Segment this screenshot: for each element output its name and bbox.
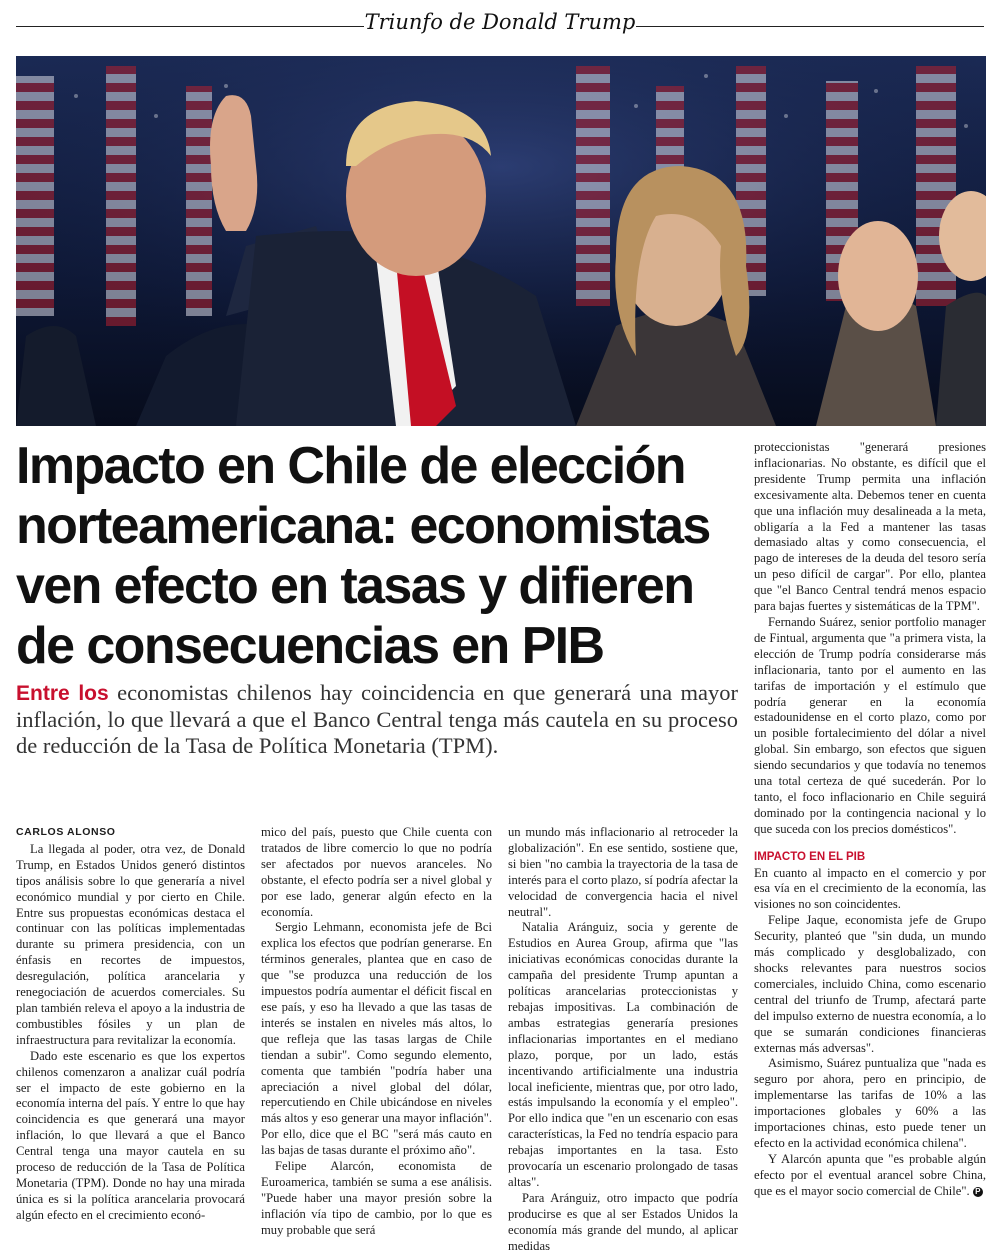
paragraph: Dado este escenario es que los expertos chilenos comenzaron a analizar cuál podría ser el impacto de este gobierno en la economía interna del país. Y entre lo que hay coincidencia es que generará una mayor inflación, lo que llevará a que el Banco Central tenga una mayor cautela en su proceso de reducción de la Tasa de Política Monetaria (TPM). Donde no hay una mirada única es si la política arancelaria provocará algún efecto en el crecimiento econó- bbox=[16, 1048, 245, 1222]
lede bbox=[16, 680, 738, 759]
section-header bbox=[0, 0, 1000, 40]
end-mark-icon: P bbox=[973, 1187, 983, 1197]
paragraph: Natalia Aránguiz, socia y gerente de Estudios en Aurea Group, afirma que "las iniciativas económicas conocidas durante la campaña del presidente Trump apuntan a políticas arancelarias proteccionistas y rebajas impositivas. La combinación de ambas estrategias generaría presiones inflacionarias importantes en el mediano plazo, porque, por un lado, estás incentivando artificialmente una industria local ineficiente, mientras que, por otro lado, estás impulsando la economía y el empleo". Por ello indica que "en un escenario con esas características, la Fed no tendría espacio para rebajas importantes en la tasa. Esto provocaría un escenario prolongado de tasas altas". bbox=[508, 920, 738, 1189]
paragraph: La llegada al poder, otra vez, de Donald Trump, en Estados Unidos generó distintos tipos análisis sobre lo que generaría a nivel económico mundial y por cierto en Chile. Entre sus propuestas económicas destaca el continuar con las políticas implementadas durante su primera presidencia, con un énfasis en recortes de impuestos, desregulación, política arancelaria y renegociación de acuerdos comerciales. Su plan también releva el apoyo a la industria de combustibles fósiles y un plan de infraestructura para revitalizar la economía. bbox=[16, 841, 245, 1047]
article-column-4 bbox=[754, 440, 986, 1200]
lead-photo bbox=[16, 56, 986, 426]
paragraph: Asimismo, Suárez puntualiza que "nada es seguro por ahora, pero en principio, de implementarse las tarifas de 10% a las importaciones globales y 60% a las importaciones chinas, esto puede tener un efecto en la actividad económica chilena". bbox=[754, 1056, 986, 1150]
article-column-2 bbox=[261, 825, 492, 1239]
article-column-3 bbox=[508, 825, 738, 1254]
paragraph: un mundo más inflacionario al retroceder la globalización". En ese sentido, sostiene que, si bien "no cambia la trayectoria de la tasa de interés para el corto plazo, sí podría afectar la velocidad de convergencia hacia el nivel neutral". bbox=[508, 825, 738, 919]
header-rule-right bbox=[636, 26, 984, 27]
paragraph: Y Alarcón apunta que "es probable algún efecto por el eventual arancel sobre China, que es el mayor socio comercial de Chile". bbox=[754, 1151, 986, 1198]
section-title: Triunfo de Donald Trump bbox=[364, 10, 636, 34]
paragraph: Sergio Lehmann, economista jefe de Bci explica los efectos que podrían generarse. En términos generales, plantea que en caso de que "se produzca una reducción de los impuestos podría aumentar el déficit fiscal en ese país, y eso ha llevado a que las tasas de interés se instalen en niveles más altos, lo que refleja que las tasas largas de Chile tiendan a subir". Como segundo elemento, comenta que también "podría haber una apreciación a nivel global del dólar, repercutiendo en Chile ubicándose en niveles más altos y eso generar una mayor inflación". Por ello, dice que el BC "será más cauto en las bajas de tasas durante el próximo año". bbox=[261, 920, 492, 1158]
paragraph: Para Aránguiz, otro impacto que podría producirse es que al ser Estados Unidos la economía más grande del mundo, al aplicar medidas bbox=[508, 1190, 738, 1253]
lede-lead-in: Entre los bbox=[16, 682, 109, 705]
headline: Impacto en Chile de elección norteamericana: economistas ven efecto en tasas y difieren de consecuencias en PIB bbox=[16, 437, 710, 675]
lede-text: economistas chilenos hay coincidencia en que generará una mayor inflación, lo que llevará a que el Banco Central tenga más cautela en su proceso de reducción de la Tasa de Política Monetaria (TPM). bbox=[16, 680, 738, 758]
article-column-1 bbox=[16, 825, 245, 1224]
paragraph: Fernando Suárez, senior portfolio manager de Fintual, argumenta que "a primera vista, la elección de Trump podría considerarse más inflacionaria, tanto por el aumento en las tarifas de importación y el estímulo que podría generar en la economía estadounidense en el corto plazo, como por un posible fortalecimiento del dólar a nivel global. Sin embargo, son efectos que siguen siendo secundarios y que todavía no tenemos una total certeza de qué sucederán. Por lo tanto, el foco inflacionario en Chile seguirá dominado por la contingencia nacional y lo que suceda con los precios domésticos". bbox=[754, 614, 986, 836]
paragraph: En cuanto al impacto en el comercio y por esa vía en el crecimiento de la economía, las visiones no son coincidentes. bbox=[754, 865, 986, 912]
paragraph: Felipe Jaque, economista jefe de Grupo Security, planteó que "sin duda, un mundo más complicado y desglobalizado, con shocks relevantes para nuestros socios comerciales, incluido China, como escenario central del triunfo de Trump, afectará parte del impulso externo de nuestra economía, a lo que se sumarán condiciones financieras externas más adversas". bbox=[754, 913, 986, 1055]
paragraph: proteccionistas "generará presiones inflacionarias. No obstante, es difícil que el presidente Trump permita una inflación excesivamente alta. Debemos tener en cuenta que una inflación muy desalineada a la meta, obligaría a la Fed a mantener las tasas demasiado altas y como consecuencia, el pago de intereses de la deuda del tesoro sería un peso difícil de cargar". Por ello, plantea que "el Banco Central tendrá menos espacio para bajas fuertes y sistemáticas de la TPM". bbox=[754, 440, 986, 614]
paragraph: Felipe Alarcón, economista de Euroamerica, también se suma a ese análisis. "Puede haber una mayor presión sobre la inflación vía tipo de cambio, por lo que es muy probable que será bbox=[261, 1159, 492, 1237]
header-rule-left bbox=[16, 26, 364, 27]
byline: CARLOS ALONSO bbox=[16, 826, 116, 838]
subhead-impacto-pib: IMPACTO EN EL PIB bbox=[754, 850, 866, 863]
paragraph: mico del país, puesto que Chile cuenta con tratados de libre comercio lo que no podría ser afectados por nuevos aranceles. No obstante, el efecto podría ser a nivel global y por ese lado, generar algún efecto en la economía. bbox=[261, 825, 492, 919]
final-paragraph bbox=[754, 1152, 986, 1200]
